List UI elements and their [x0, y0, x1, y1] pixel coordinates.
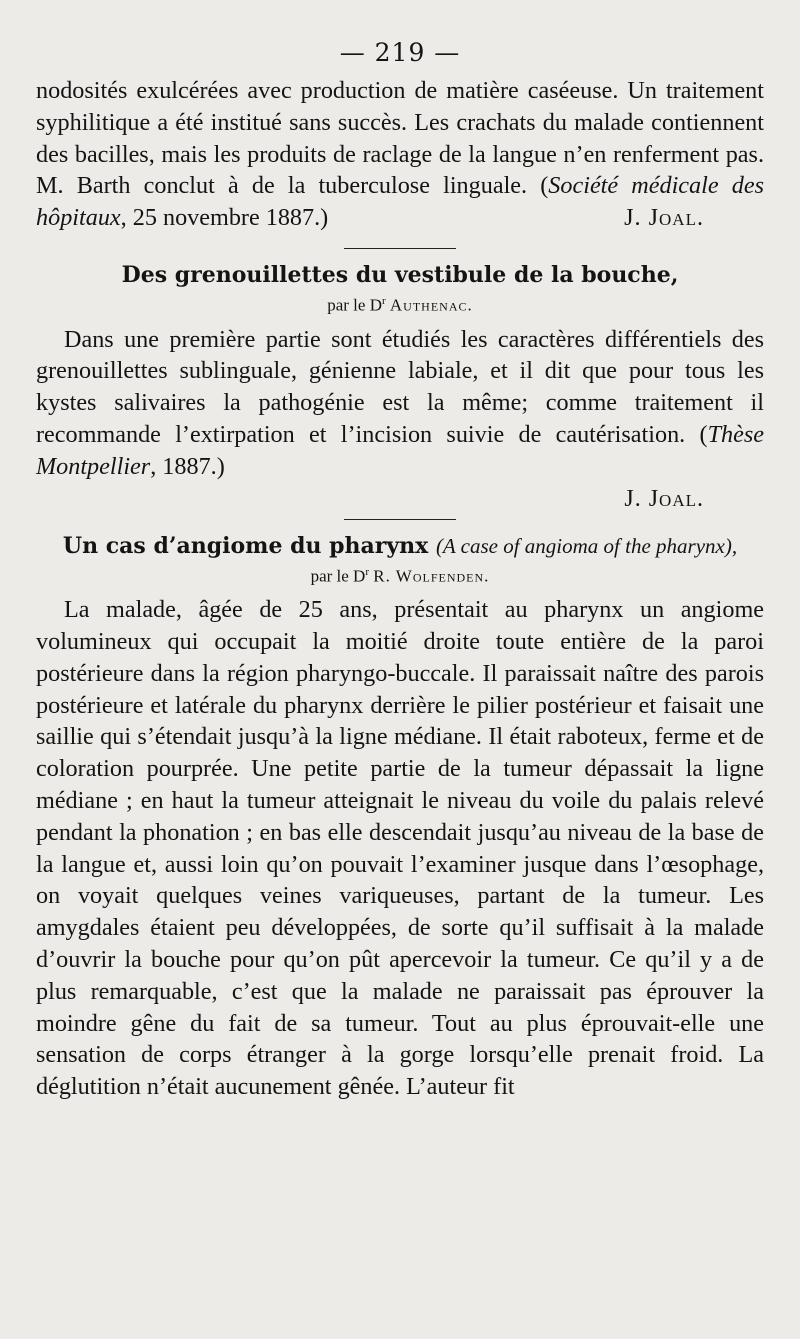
author-prefix: par le D [310, 566, 366, 586]
author-name: Authenac. [389, 295, 473, 315]
article-tuberculose-linguale [36, 75, 764, 234]
signature: J. Joal. [624, 485, 704, 512]
author-title-sup: r [381, 294, 386, 307]
article-author [36, 560, 764, 589]
section-divider [344, 248, 456, 249]
article-title [36, 532, 764, 560]
section-divider [344, 519, 456, 520]
citation-source: Thèse Montpellier [36, 421, 764, 480]
author-title-sup: r [365, 565, 370, 578]
title-english: (A case of angioma of the pharynx), [435, 533, 738, 558]
citation-date: , 1887.) [150, 452, 225, 480]
article-angiome-pharynx [36, 532, 764, 1103]
author-prefix: par le D [327, 295, 382, 315]
page-number: — 219 — [339, 38, 461, 67]
article-paragraph: La malade, âgée de 25 ans, présentait au pharynx un angiome volumineux qui occupait la moitié droite toute entière de la paroi postérieure dans la région pharyngo-buccale. Il paraissait naître des parois postérieure et latérale du pharynx derrière le pilier postérieur et faisait une saillie qui s’étendait jusqu’à la ligne médiane. Il était raboteux, ferme et de coloration pourprée. Une petite partie de la tumeur dépassait la ligne médiane ; en haut la tumeur atteignait le niveau du voile du palais relevé pendant la phonation ; en bas elle descendait jusqu’au niveau de la base de la langue et, aussi loin qu’on pouvait l’examiner jusque dans l’œsophage, on voyait quelques veines variqueuses, partant de la tumeur. Les amygdales étaient peu développées, de sorte qu’il suffisait à la malade d’ouvrir la bouche pour qu’on pût apercevoir la tumeur. Ce qu’il y a de plus remarquable, c’est que la malade ne paraissait pas éprouver la moindre gêne du fait de sa tumeur. Tout au plus éprouvait-elle une sensation de corps étranger à la gorge lorsqu’elle prenait froid. La déglutition n’était aucunement gênée. L’auteur fit [36, 596, 764, 1101]
article-paragraph [36, 324, 764, 483]
author-name: R. Wolfenden. [373, 566, 490, 586]
citation-source: Société médicale des hôpitaux [36, 172, 764, 232]
article-title: Des grenouillettes du vestibule de la bouche, [121, 261, 679, 288]
paragraph-text: Dans une première partie sont étudiés les caractères différentiels des grenouillettes sublinguale, génienne labiale, et il dit que pour tous les kystes salivaires la pathogénie est la même; comme traitement il recommande l’extirpation et l’incision suivie de cautérisation. ( [36, 325, 764, 449]
signature: J. Joal. [624, 204, 704, 232]
title-french: Un cas d’angiome du pharynx [62, 532, 429, 559]
paragraph-text: nodosités exulcérées avec production de matière caséeuse. Un traitement syphilitique a été institué sans succès. Les crachats du malade contiennent des bacilles, mais les produits de raclage de la langue n’en renferment pas. M. Barth conclut à de la tuberculose linguale. ( [36, 77, 764, 200]
article-paragraph [36, 75, 764, 234]
article-author [36, 289, 764, 318]
article-grenouillettes [36, 261, 764, 515]
citation-date: , 25 novembre 1887.) [120, 204, 329, 232]
